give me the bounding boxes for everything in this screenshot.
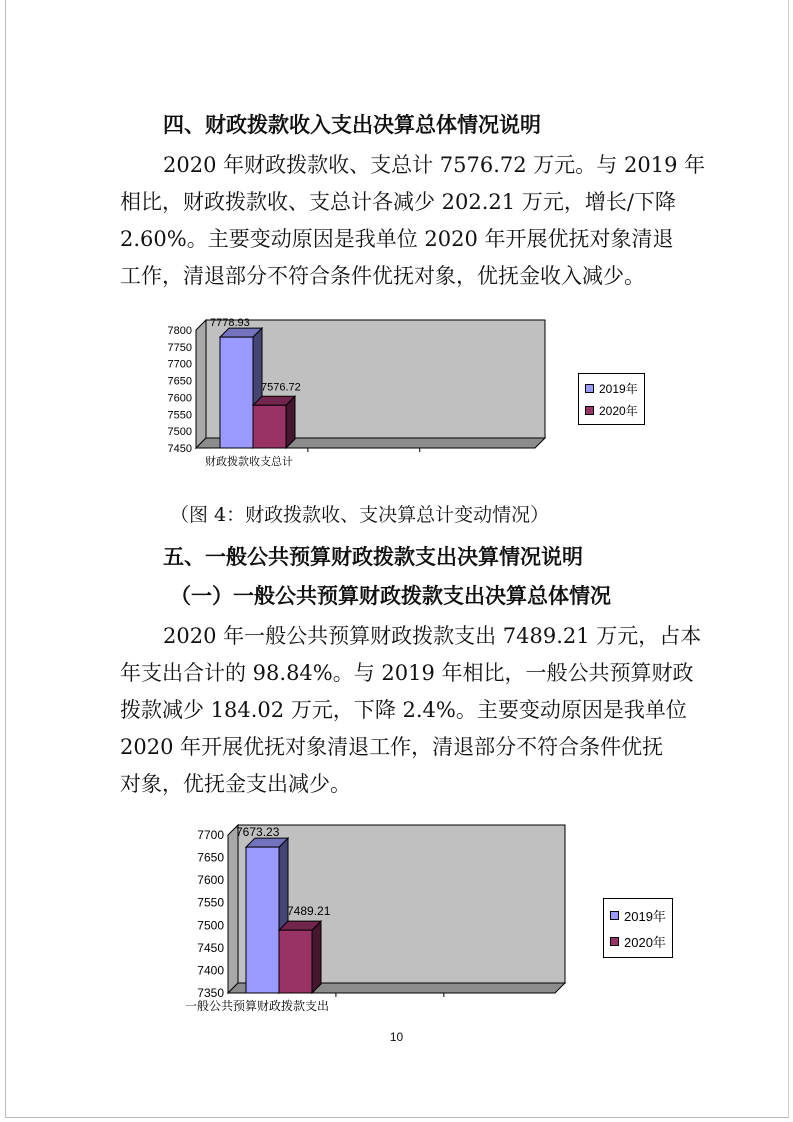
figure-4-caption: （图 4：财政拨款收、支决算总计变动情况） xyxy=(170,504,550,526)
legend-swatch-2020 xyxy=(585,406,594,415)
y-tick-label: 7650 xyxy=(197,850,224,865)
data-label-2020年: 7489.21 xyxy=(287,904,331,919)
section5-line-3: 拨款减少 184.02 万元，下降 2.4%。主要变动原因是我单位 xyxy=(120,698,687,722)
legend-label-2019: 2019年 xyxy=(599,381,638,396)
chart-side-wall xyxy=(228,825,238,993)
chart-1-y-ticks xyxy=(168,325,192,455)
y-tick-label: 7550 xyxy=(197,895,224,910)
y-tick-label: 7450 xyxy=(197,940,224,955)
page-number: 10 xyxy=(389,1030,404,1044)
chart-1 xyxy=(150,305,650,480)
data-label-2019年: 7778.93 xyxy=(210,317,250,330)
y-tick-label: 7600 xyxy=(197,873,224,888)
chart-2-category-label: 一般公共预算财政拨款支出 xyxy=(185,999,330,1013)
legend-swatch-2020 xyxy=(610,937,619,946)
chart-2-legend xyxy=(603,898,673,958)
legend-item-2020 xyxy=(585,399,638,421)
legend-item-2019 xyxy=(585,377,638,399)
y-tick-label: 7500 xyxy=(197,918,224,933)
y-tick-label: 7800 xyxy=(167,325,192,337)
chart-2 xyxy=(180,815,680,1020)
bar-2020年 xyxy=(279,930,312,993)
y-tick-label: 7450 xyxy=(167,443,192,455)
section4-line-3: 2.60%。主要变动原因是我单位 2020 年开展优抚对象清退 xyxy=(120,227,674,251)
y-tick-label: 7600 xyxy=(167,392,192,405)
bar-side xyxy=(312,921,321,993)
section5-line-2: 年支出合计的 98.84%。与 2019 年相比，一般公共预算财政 xyxy=(120,661,694,685)
y-tick-label: 7550 xyxy=(167,409,192,422)
legend-item-2019 xyxy=(610,902,666,928)
data-label-2019年: 7673.23 xyxy=(236,825,280,840)
section4-heading: 四、财政拨款收入支出决算总体情况说明 xyxy=(163,112,541,137)
section5-line-1: 2020 年一般公共预算财政拨款支出 7489.21 万元，占本 xyxy=(163,624,702,648)
bar-2020年 xyxy=(253,405,286,448)
y-tick-label: 7700 xyxy=(167,358,192,371)
section4-line-1: 2020 年财政拨款收、支总计 7576.72 万元。与 2019 年 xyxy=(163,153,706,177)
data-label-2020年: 7576.72 xyxy=(261,381,301,394)
legend-label-2019: 2019年 xyxy=(624,908,666,924)
section5-subheading: （一）一般公共预算财政拨款支出决算总体情况 xyxy=(170,583,611,608)
y-tick-label: 7750 xyxy=(167,341,192,354)
section4-line-4: 工作，清退部分不符合条件优抚对象，优抚金收入减少。 xyxy=(120,264,645,288)
y-tick-label: 7350 xyxy=(197,986,224,1000)
section5-line-5: 对象，优抚金支出减少。 xyxy=(120,772,351,796)
legend-label-2020: 2020年 xyxy=(599,403,638,418)
legend-swatch-2019 xyxy=(610,911,619,920)
y-tick-label: 7500 xyxy=(167,426,192,439)
y-tick-label: 7700 xyxy=(197,828,224,842)
bar-2019年 xyxy=(246,847,279,993)
chart-1-svg xyxy=(150,305,650,480)
chart-side-wall xyxy=(196,320,206,448)
section5-heading: 五、一般公共预算财政拨款支出决算情况说明 xyxy=(163,544,583,569)
chart-1-legend xyxy=(578,373,645,425)
chart-1-category-label: 财政拨款收支总计 xyxy=(205,456,293,468)
legend-label-2020: 2020年 xyxy=(624,934,666,950)
legend-item-2020 xyxy=(610,928,666,954)
y-tick-label: 7650 xyxy=(167,375,192,388)
y-tick-label: 7400 xyxy=(197,963,224,978)
legend-swatch-2019 xyxy=(585,384,594,393)
section4-line-2: 相比，财政拨款收、支总计各减少 202.21 万元，增长/下降 xyxy=(120,190,676,214)
chart-2-y-ticks xyxy=(197,828,224,1000)
section5-line-4: 2020 年开展优抚对象清退工作，清退部分不符合条件优抚 xyxy=(120,735,664,759)
bar-2019年 xyxy=(220,337,253,448)
